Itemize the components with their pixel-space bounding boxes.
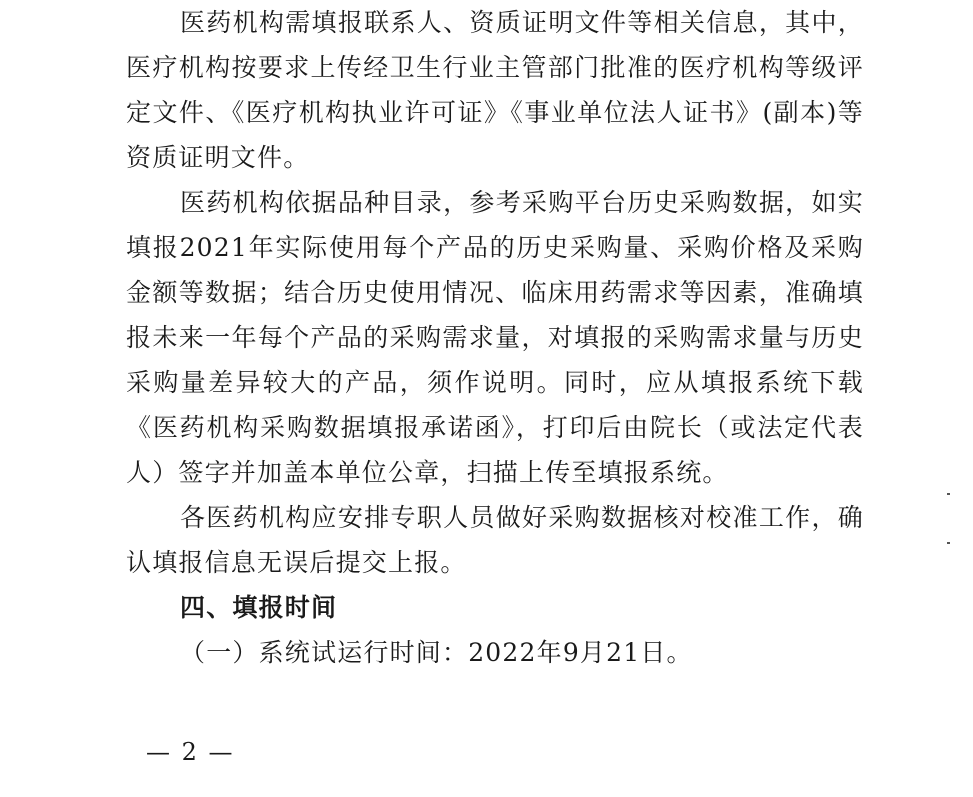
section-heading-filing-time: 四、填报时间 xyxy=(180,593,338,622)
scan-speck xyxy=(947,542,950,544)
paragraph-purchase-data: 医药机构依据品种目录，参考采购平台历史采购数据，如实填报2021年实际使用每个产品的历史采购量、采购价格及采购金额等数据；结合历史使用情况、临床用药需求等因素，准确填报未来一年每个产品的采购需求量，对填报的采购需求量与历史采购量差异较大的产品，须作说明。同时，应从填报系统下载《医药机构采购数据填报承诺函》，打印后由院长（或法定代表人）签字并加盖本单位公章，扫描上传至填报系统。 xyxy=(126,188,864,487)
item-trial-run-time: （一）系统试运行时间：2022年9月21日。 xyxy=(180,638,693,667)
paragraph-verification: 各医药机构应安排专职人员做好采购数据核对校准工作，确认填报信息无误后提交上报。 xyxy=(126,503,864,577)
scan-speck xyxy=(947,493,950,495)
paragraph-qualification-info: 医药机构需填报联系人、资质证明文件等相关信息，其中，医疗机构按要求上传经卫生行业主管部门批准的医疗机构等级评定文件、《医疗机构执业许可证》《事业单位法人证书》(副本)等资质证明文件。 xyxy=(126,8,864,172)
document-body xyxy=(126,0,864,675)
page-number: — 2 — xyxy=(146,738,235,766)
